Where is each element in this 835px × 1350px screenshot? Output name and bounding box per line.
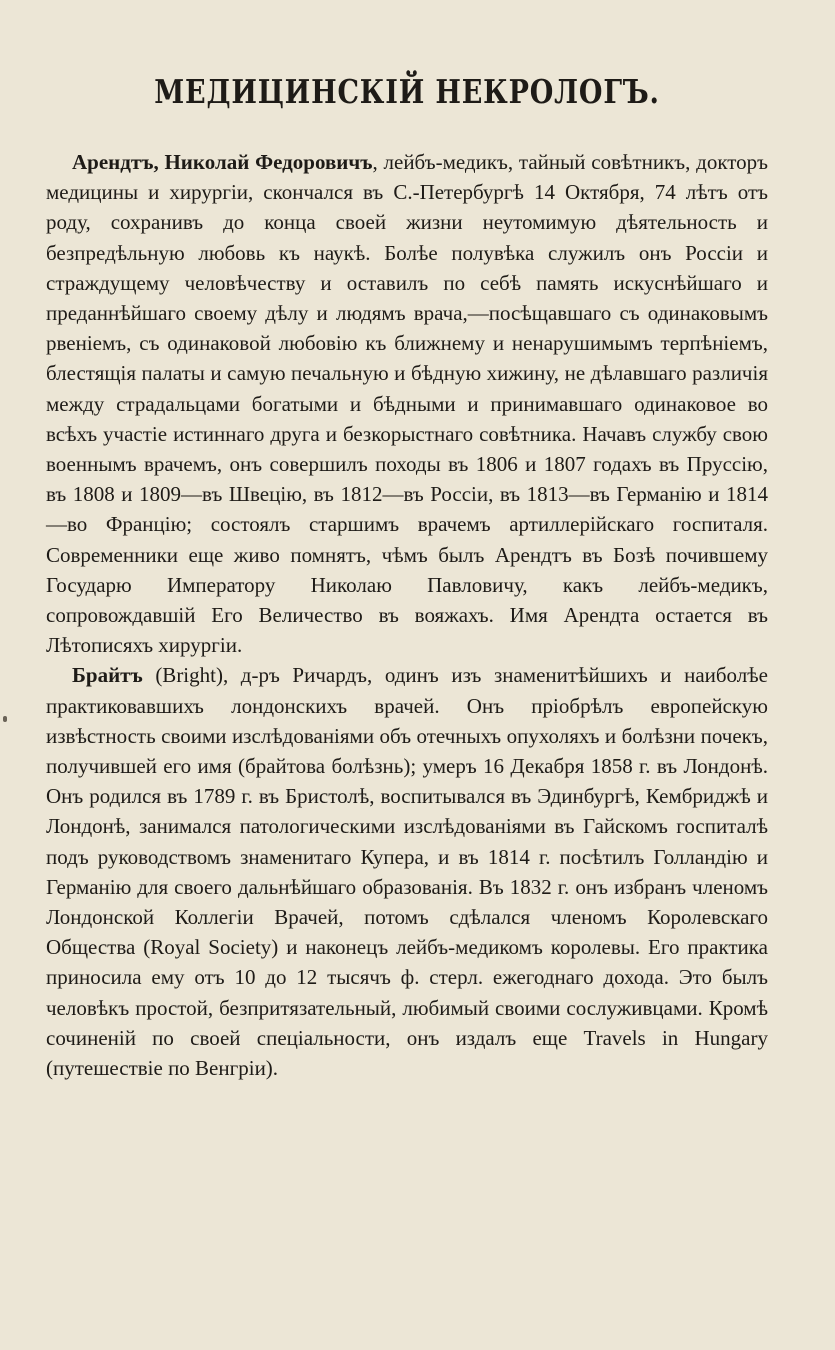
margin-mark (3, 716, 7, 722)
obituary-entry-arendt (46, 147, 768, 660)
obituary-entry-bright (46, 660, 768, 1083)
page-title: МЕДИЦИНСКІЙ НЕКРОЛОГЪ. (154, 72, 660, 111)
entry-heading: Брайтъ (72, 663, 143, 688)
entry-text: , лейбъ-медикъ, тайный совѣтникъ, докторъ медицины и хирургіи, скончался въ С.-Петербургѣ 14 Октября, 74 лѣтъ отъ роду, сохранивъ до конца своей жизни неутомимую дѣятельность и безпредѣльную любовь къ наукѣ. Болѣе полувѣка служилъ онъ Россіи и страждущему человѣчеству и оставилъ по себѣ память искуснѣйшаго и преданнѣйшаго своему дѣлу и людямъ врача,—посѣщавшаго съ одинаковымъ рвеніемъ, съ одинаковой любовію къ ближнему и ненарушимымъ терпѣніемъ, блестящія палаты и самую печальную и бѣдную хижину, не дѣлавшаго различія между страдальцами богатыми и бѣдными и принимавшаго одинаковое во всѣхъ участіе истиннаго друга и безкорыстнаго совѣтника. Начавъ службу свою военнымъ врачемъ, онъ совершилъ походы въ 1806 и 1807 годахъ въ Пруссію, въ 1808 и 1809—въ Швецію, въ 1812—въ Россіи, въ 1813—въ Германію и 1814—во Францію; состоялъ старшимъ врачемъ артиллерійскаго госпиталя. Современники еще живо помнятъ, чѣмъ былъ Арендтъ въ Бозѣ почившему Государю Императору Николаю Павловичу, какъ лейбъ-медикъ, сопровождавшій Его Величество въ вояжахъ. Имя Арендта остается въ Лѣтописяхъ хирургіи. (46, 150, 769, 658)
entry-text: (Bright), д-ръ Ричардъ, одинъ изъ знаменитѣйшихъ и наиболѣе практиковавшихъ лондонскихъ врачей. Онъ пріобрѣлъ европейскую извѣстность своими изслѣдованіями объ отечныхъ опухоляхъ и болѣзни почекъ, получившей его имя (брайтова болѣзнь); умеръ 16 Декабря 1858 г. въ Лондонѣ. Онъ родился въ 1789 г. въ Бристолѣ, воспитывался въ Эдинбургѣ, Кембриджѣ и Лондонѣ, занимался патологическими изслѣдованіями въ Гайскомъ госпиталѣ подъ руководствомъ знаменитаго Купера, и въ 1814 г. посѣтилъ Голландію и Германію для своего дальнѣйшаго образованія. Въ 1832 г. онъ избранъ членомъ Лондонской Коллегіи Врачей, потомъ сдѣлался членомъ Королевскаго Общества (Royal Society) и наконецъ лейбъ-медикомъ королевы. Его практика приносила ему отъ 10 до 12 тысячъ ф. стерл. ежегоднаго дохода. Это былъ человѣкъ простой, безпритязательный, любимый своими сослуживцами. Кромѣ сочиненій по своей спеціальности, онъ издалъ еще Travels in Hungary (путешествіе по Венгріи). (46, 663, 768, 1081)
entry-heading: Арендтъ, Николай Федоровичъ (72, 150, 373, 174)
